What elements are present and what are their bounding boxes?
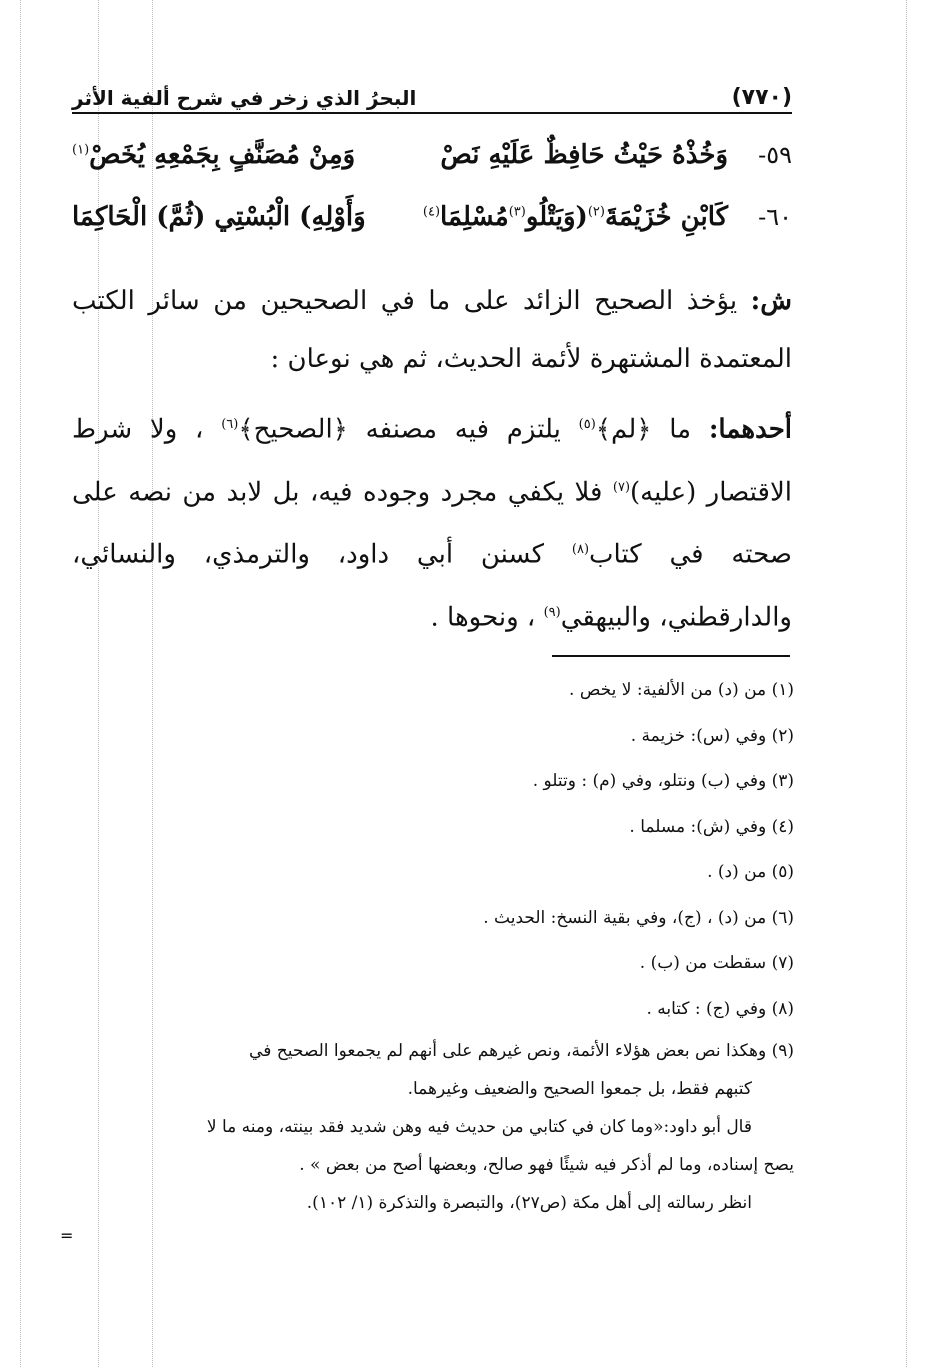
page-header bbox=[72, 76, 792, 110]
footnote-3: (٣) وفي (ب) ونتلو، وفي (م) : وتتلو . bbox=[532, 771, 794, 791]
footnote-ref: (٩) bbox=[543, 604, 561, 620]
footnote-5: (٥) من (د) . bbox=[707, 862, 794, 882]
paragraph-lead: أحدهما: bbox=[708, 414, 793, 445]
footnote-8: (٨) وفي (ج) : كتابه . bbox=[646, 998, 794, 1019]
verse-60 bbox=[72, 192, 792, 242]
verse-number: ٦٠- bbox=[758, 203, 792, 231]
margin-dotted-line bbox=[906, 0, 907, 1367]
verse-second-half: وَمِنْ مُصَنَّفٍ بِجَمْعِهِ يُخَصْ$^{(١)}$ bbox=[72, 140, 356, 170]
footnote-ref: (٣) bbox=[508, 204, 526, 220]
footnote-ref: (٧) bbox=[612, 479, 631, 495]
footnote-9-line: (٩) وهكذا نص بعض هؤلاء الأئمة، ونص غيرهم على أنهم لم يجمعوا الصحيح في bbox=[249, 1041, 794, 1061]
footnote-9 bbox=[72, 1032, 794, 1108]
paragraph-lead: ش: bbox=[750, 286, 793, 316]
verse-number: ٥٩- bbox=[758, 141, 792, 169]
footnote-ref: (٨) bbox=[571, 542, 590, 558]
page-number: (٧٧٠) bbox=[731, 85, 792, 110]
margin-dotted-line bbox=[20, 0, 21, 1367]
verse-second-half: وَأَوْلِهِ) الْبُسْتِي (ثُمَّ) الْحَاكِمَا bbox=[72, 202, 366, 232]
footnote-9-line: كتبهم فقط، بل جمعوا الصحيح والضعيف وغيرهما. bbox=[407, 1079, 752, 1099]
footnote-1: (١) من (د) من الألفية: لا يخص . bbox=[569, 680, 794, 700]
footnote-separator bbox=[552, 655, 790, 657]
footnote-9-reference: انظر رسالته إلى أهل مكة (ص٢٧)، والتبصرة والتذكرة (١/ ١٠٢). bbox=[306, 1193, 752, 1213]
footnote-9-quote: قال أبو داود:«وما كان في كتابي من حديث فيه وهن شديد فقد بينته، ومنه ما لا bbox=[206, 1117, 752, 1137]
header-rule bbox=[72, 112, 792, 114]
footnote-4: (٤) وفي (ش): مسلما . bbox=[629, 816, 794, 837]
edge-mark: = bbox=[60, 1226, 74, 1245]
verse-first-half: وَخُذْهُ حَيْثُ حَافِظٌ عَلَيْهِ نَصْ bbox=[440, 140, 728, 170]
footnote-6: (٦) من (د) ، (ج)، وفي بقية النسخ: الحديث . bbox=[483, 907, 794, 928]
verse-first-half: كَابْنِ خُزَيْمَةَ$^{(٢)}$(وَيَتْلُو$^{(٣)}$مُسْلِمَا$^{(٤)}$ bbox=[422, 202, 728, 232]
commentary-paragraph-1 bbox=[72, 272, 792, 388]
footnote-9-quote: يصح إسناده، وما لم أذكر فيه شيئًا فهو صالح، وبعضها أصح من بعض » . bbox=[299, 1155, 794, 1175]
footnote-ref: (٢) bbox=[587, 204, 605, 220]
footnote-ref: (١) bbox=[72, 142, 90, 158]
footnote-ref: (٥) bbox=[578, 417, 596, 432]
footnote-ref: (٤) bbox=[422, 204, 441, 220]
verse-59 bbox=[72, 130, 792, 180]
footnotes bbox=[72, 668, 794, 1222]
paragraph-text: يؤخذ الصحيح الزائد على ما في الصحيحين من سائر الكتب المعتمدة المشتهرة لأئمة الحديث، ثم هي نوعان : bbox=[72, 286, 792, 374]
footnote-2: (٢) وفي (س): خزيمة . bbox=[630, 725, 794, 746]
commentary-paragraph-2: أحدهما: ما ﴿لم﴾$^{(٥)}$ يلتزم فيه مصنفه ﴿الصحيح﴾$^{(٦)}$ ، ولا شرط الاقتصار (عليه)$^{(٧)}$ فلا يكفي مجرد وجوده فيه، بل لابد من نصه على صحته في كتاب$^{(٨)}$ كسنن أبي داود، والترمذي، والنسائي، والدارقطني، والبيهقي$^{(٩)}$ ، ونحوها . bbox=[72, 414, 793, 633]
running-title: البحرُ الذي زخر في شرح ألفية الأثر bbox=[72, 86, 417, 110]
footnote-7: (٧) سقطت من (ب) . bbox=[639, 953, 794, 973]
footnote-ref: (٦) bbox=[221, 417, 239, 432]
